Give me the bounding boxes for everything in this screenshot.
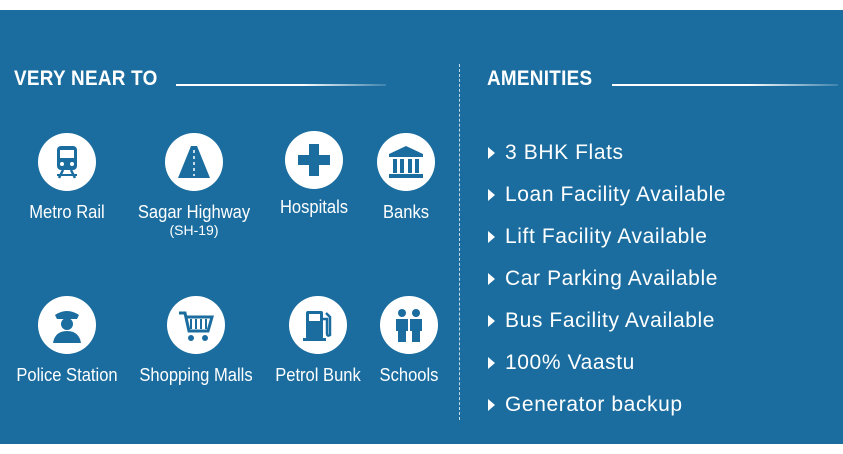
amenity-label: 3 BHK Flats — [505, 141, 624, 164]
near-item-shopping-malls — [126, 296, 266, 385]
near-item-label: Police Station — [16, 365, 118, 385]
bullet-triangle-icon — [488, 147, 495, 159]
near-item-label: Hospitals — [279, 197, 349, 217]
amenity-label: Lift Facility Available — [505, 225, 708, 248]
near-item-label: Banks — [382, 202, 430, 222]
amenity-item — [488, 258, 726, 300]
amenity-label: 100% Vaastu — [505, 351, 635, 374]
students-icon — [380, 296, 438, 354]
amenity-item — [488, 174, 726, 216]
near-item-label: Schools — [379, 365, 439, 385]
police-icon — [38, 296, 96, 354]
amenity-item — [488, 132, 726, 174]
near-item-sagar-highway — [124, 133, 264, 238]
near-item-banks — [336, 133, 476, 222]
near-item-label: Shopping Malls — [139, 365, 253, 385]
near-item-label: Petrol Bunk — [275, 365, 361, 385]
near-item-sublabel: (SH-19) — [169, 222, 219, 238]
bank-icon — [377, 133, 435, 191]
highway-icon — [165, 133, 223, 191]
near-item-police-station — [0, 296, 137, 385]
amenity-label: Generator backup — [505, 393, 683, 416]
bullet-triangle-icon — [488, 399, 495, 411]
near-heading-rule — [176, 84, 386, 86]
amenity-label: Bus Facility Available — [505, 309, 716, 332]
amenity-label: Loan Facility Available — [505, 183, 727, 206]
amenity-item — [488, 300, 726, 342]
near-item-label: Metro Rail — [29, 202, 105, 222]
near-item-schools — [339, 296, 479, 385]
amenity-item — [488, 342, 726, 384]
bullet-triangle-icon — [488, 189, 495, 201]
section-divider — [459, 64, 460, 420]
amenity-item — [488, 216, 726, 258]
bullet-triangle-icon — [488, 273, 495, 285]
bullet-triangle-icon — [488, 357, 495, 369]
amenities-heading-rule — [612, 84, 838, 86]
amenity-item — [488, 384, 726, 426]
near-item-metro-rail — [0, 133, 137, 222]
hospital-cross-icon — [285, 131, 343, 189]
info-panel — [0, 10, 843, 444]
bullet-triangle-icon — [488, 231, 495, 243]
bullet-triangle-icon — [488, 315, 495, 327]
amenities-list — [488, 132, 726, 426]
near-heading: VERY NEAR TO — [14, 67, 158, 90]
amenities-heading: AMENITIES — [487, 67, 593, 90]
near-item-label: Sagar Highway — [137, 202, 251, 222]
shopping-cart-icon — [167, 296, 225, 354]
train-icon — [38, 133, 96, 191]
amenity-label: Car Parking Available — [505, 267, 718, 290]
